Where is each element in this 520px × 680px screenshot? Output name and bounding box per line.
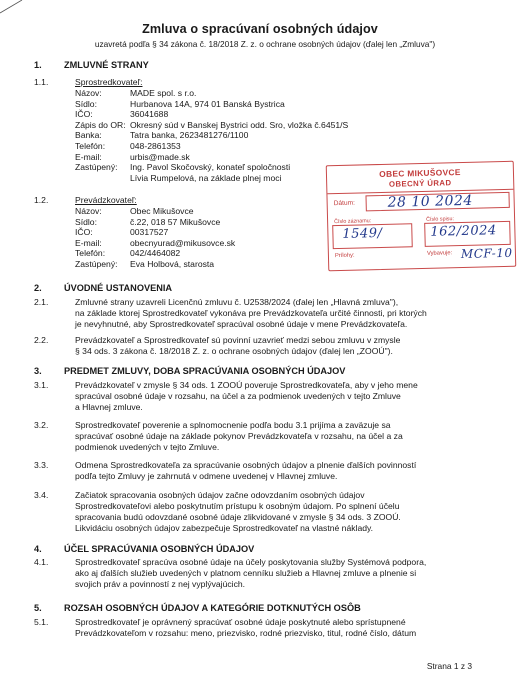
clause-3-2	[34, 420, 480, 453]
detail-value: Hurbanova 14A, 974 01 Banská Bystrica	[130, 98, 285, 109]
clause-text-line: spracúval osobné údaje v rozsahu, na účel a za podmienok uvedených v tejto Zmluve	[75, 390, 401, 401]
stamp-handler-label: Vybavuje:	[426, 250, 453, 257]
clause-number: 3.1.	[34, 380, 49, 390]
clause-2-1	[34, 297, 480, 330]
detail-value: Lívia Rumpelová, na základe plnej moci	[130, 172, 282, 183]
stamp-office: OBECNÝ ÚRAD	[388, 178, 452, 189]
clause-3-4	[34, 490, 480, 534]
clause-5-1	[34, 617, 480, 639]
clause-number: 3.2.	[34, 420, 49, 430]
clause-text-line: je nevyhnutné, aby Sprostredkovateľ spracúval osobné údaje v mene Prevádzkovateľa.	[75, 318, 408, 329]
stamp-reg-value: 1549/	[342, 225, 383, 242]
clause-text-line: spracúvať osobné údaje na základe pokynov Prevádzkovateľa v rozsahu, na účel a za	[75, 430, 403, 441]
clause-2-2	[34, 335, 480, 357]
clause-text-line: Prevádzkovateľ v zmysle § 34 ods. 1 ZOOÚ poveruje Sprostredkovateľa, aby v jeho mene	[75, 380, 418, 390]
detail-value: Eva Holbová, starosta	[130, 259, 215, 269]
clause-text-line: Sprostredkovateľovi alebo poskytnutím prístupu k osobným údajom. Po splnení účelu	[75, 500, 400, 511]
party-2-role: Prevádzkovateľ:	[75, 195, 137, 205]
clause-text-line: a Hlavnej zmluve.	[75, 401, 143, 412]
detail-label: Názov:	[75, 206, 102, 216]
detail-value: Tatra banka, 2623481276/1100	[130, 130, 249, 141]
detail-label: Názov:	[75, 88, 102, 98]
detail-label: IČO:	[75, 109, 93, 120]
section-heading-4: 4. ÚČEL SPRACÚVANIA OSOBNÝCH ÚDAJOV	[34, 544, 255, 554]
detail-value: 042/4464082	[130, 248, 181, 259]
detail-value: Ing. Pavol Skočovský, konateľ spoločnosti	[130, 162, 291, 173]
detail-value: MADE spol. s r.o.	[130, 88, 197, 98]
clause-text-line: Sprostredkovateľ spracúva osobné údaje na účely poskytovania služby Systémová podpora,	[75, 557, 427, 567]
detail-value: urbis@made.sk	[130, 151, 190, 162]
clause-text-line: spracovania budú odovzdané osobné údaje zlikvidované v zmysle § 34 ods. 3 ZOOÚ.	[75, 511, 401, 522]
detail-label: IČO:	[75, 227, 93, 238]
detail-value: Okresný súd v Banskej Bystrici odd. Sro, vložka č.6451/S	[130, 119, 349, 130]
clause-text-line: Začiatok spracovania osobných údajov začne odovzdaním osobných údajov	[75, 490, 365, 500]
stamp-file-label: Číslo spisu:	[426, 216, 455, 223]
section-heading-5: 5. ROZSAH OSOBNÝCH ÚDAJOV A KATEGÓRIE DOTKNUTÝCH OSÔB	[34, 603, 361, 613]
clause-number: 4.1.	[34, 557, 49, 567]
stamp-file-value: 162/2024	[430, 223, 497, 240]
clause-text-line: ako aj ďalších služieb uvedených v platnom cenníku služieb a Hlavnej zmluve a plnenie si	[75, 567, 417, 578]
stamp-reg-label: Číslo záznamu:	[334, 218, 372, 226]
clause-number: 2.2.	[34, 335, 49, 345]
detail-label: Banka:	[75, 130, 102, 141]
detail-label: Telefón:	[75, 141, 106, 151]
detail-label: Sídlo:	[75, 216, 97, 227]
stamp-attachments-label: Prílohy:	[334, 252, 355, 260]
clause-3-1	[34, 380, 480, 413]
clause-number: 5.1.	[34, 617, 49, 627]
clause-text-line: Odmena Sprostredkovateľa za spracúvanie osobných údajov a plnenie ďalších povinností	[75, 460, 417, 470]
clause-number: 3.4.	[34, 490, 49, 500]
clause-text-line: svojich práv a povinností z nej vyplývajúcich.	[75, 578, 246, 589]
clause-text-line: Zmluvné strany uzavreli Licenčnú zmluvu č. U2538/2024 (ďalej len „Hlavná zmluva"),	[75, 297, 399, 307]
clause-text-line: Prevádzkovateľom v rozsahu: meno, priezvisko, rodné priezvisko, titul, rodné číslo, dátum	[75, 627, 417, 638]
stamp-date-label: Dátum:	[333, 199, 356, 208]
stamp-municipality: OBEC MIKUŠOVCE	[379, 167, 461, 180]
clause-text-line: § 34 ods. 3 zákona č. 18/2018 Z. z. o ochrane osobných údajov (ďalej len „ZOOÚ").	[75, 345, 393, 356]
clause-3-3	[34, 460, 480, 482]
section-heading-3: 3. PREDMET ZMLUVY, DOBA SPRACÚVANIA OSOBNÝCH ÚDAJOV	[34, 366, 346, 376]
detail-label: Zastúpený:	[75, 259, 118, 269]
clause-number: 3.3.	[34, 460, 49, 470]
detail-label: Zastúpený:	[75, 162, 118, 173]
clause-text-line: Sprostredkovateľ poverenie a splnomocnenie podľa bodu 3.1 prijíma a zaväzuje sa	[75, 420, 391, 430]
detail-label: Sídlo:	[75, 98, 97, 109]
detail-value: 36041688	[130, 109, 169, 120]
detail-label: Telefón:	[75, 248, 106, 259]
detail-value: č.22, 018 57 Mikušovce	[130, 216, 221, 227]
clause-number: 1.1.	[34, 77, 49, 87]
party-1-role: Sprostredkovateľ:	[75, 77, 143, 87]
detail-value: Obec Mikušovce	[130, 206, 194, 216]
detail-value: obecnyurad@mikusovce.sk	[130, 237, 236, 248]
stamp-date-value: 28 10 2024	[387, 192, 474, 211]
clause-4-1	[34, 557, 480, 590]
detail-value: 00317527	[130, 227, 169, 238]
detail-value: 048-2861353	[130, 141, 181, 151]
detail-label: Zápis do OR:	[75, 119, 126, 130]
detail-label: E-mail:	[75, 237, 102, 248]
registry-stamp	[326, 161, 517, 272]
section-heading-1: 1. ZMLUVNÉ STRANY	[34, 60, 149, 70]
corner-scan-mark	[0, 0, 40, 14]
clause-text-line: Prevádzkovateľ a Sprostredkovateľ sú povinní uzavrieť medzi sebou zmluvu v zmysle	[75, 335, 401, 345]
clause-text-line: na základe ktorej Sprostredkovateľ vykonáva pre Prevádzkovateľa určité činnosti, pri ktorých	[75, 307, 427, 318]
clause-text-line: Sprostredkovateľ je oprávnený spracúvať osobné údaje poskytnuté alebo sprístupnené	[75, 617, 406, 627]
document-subtitle: uzavretá podľa § 34 zákona č. 18/2018 Z. z. o ochrane osobných údajov (ďalej len „Zmluva")	[94, 39, 436, 49]
clause-number: 1.2.	[34, 195, 49, 205]
clause-text-line: podľa tejto Zmluvy je zahrnutá v odmene uvedenej v Hlavnej zmluve.	[75, 470, 338, 481]
stamp-handler-value: MCF-10	[460, 245, 513, 262]
clause-number: 2.1.	[34, 297, 49, 307]
detail-label: E-mail:	[75, 151, 102, 162]
page-number: Strana 1 z 3	[426, 661, 472, 671]
document-title: Zmluva o spracúvaní osobných údajov	[142, 22, 378, 36]
clause-text-line: Likvidáciu osobných údajov zabezpečuje Sprostredkovateľ na vlastné náklady.	[75, 522, 374, 533]
clause-text-line: podmienok uvedených v tejto Zmluve.	[75, 441, 220, 452]
section-heading-2: 2. ÚVODNÉ USTANOVENIA	[34, 283, 173, 293]
